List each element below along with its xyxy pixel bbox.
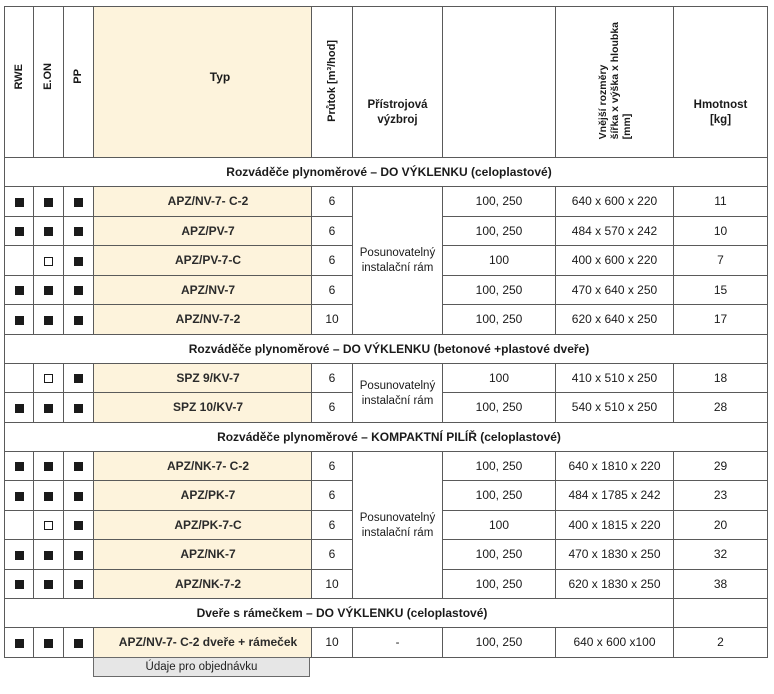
flow-rate: 6 bbox=[312, 246, 353, 276]
connection-values: 100, 250 bbox=[443, 481, 556, 511]
header-pripojka bbox=[443, 7, 556, 158]
flow-rate: 10 bbox=[312, 628, 353, 658]
dimensions: 470 x 640 x 250 bbox=[556, 275, 674, 305]
availability-rwe bbox=[5, 275, 34, 305]
availability-eon bbox=[34, 510, 64, 540]
equipment-text: - bbox=[395, 636, 400, 649]
filled-square-icon bbox=[15, 198, 24, 207]
section-title: Rozváděče plynoměrové – KOMPAKTNÍ PILÍŘ (celoplastové) bbox=[5, 422, 768, 451]
availability-pp bbox=[64, 393, 94, 423]
weight: 38 bbox=[674, 569, 768, 599]
product-table-sheet bbox=[4, 6, 767, 658]
product-type: APZ/NV-7- C-2 bbox=[94, 187, 312, 217]
product-type: APZ/PK-7 bbox=[94, 481, 312, 511]
availability-pp bbox=[64, 540, 94, 570]
connection-values: 100, 250 bbox=[443, 216, 556, 246]
connection-values: 100, 250 bbox=[443, 569, 556, 599]
availability-rwe bbox=[5, 569, 34, 599]
filled-square-icon bbox=[44, 227, 53, 236]
product-type: APZ/NV-7- C-2 dveře + rámeček bbox=[94, 628, 312, 658]
product-type: APZ/NK-7- C-2 bbox=[94, 451, 312, 481]
filled-square-icon bbox=[74, 286, 83, 295]
header-hmotnost: Hmotnost [kg] bbox=[674, 7, 768, 158]
filled-square-icon bbox=[44, 316, 53, 325]
availability-eon bbox=[34, 275, 64, 305]
availability-rwe bbox=[5, 393, 34, 423]
filled-square-icon bbox=[74, 580, 83, 589]
table-row bbox=[5, 187, 768, 217]
empty-square-icon bbox=[44, 521, 53, 530]
availability-eon bbox=[34, 246, 64, 276]
dimensions: 540 x 510 x 250 bbox=[556, 393, 674, 423]
equipment-text: Posunovatelný instalační rám bbox=[359, 247, 436, 275]
weight: 15 bbox=[674, 275, 768, 305]
weight: 23 bbox=[674, 481, 768, 511]
equipment-cell bbox=[353, 451, 443, 599]
dimensions: 620 x 1830 x 250 bbox=[556, 569, 674, 599]
dimensions: 640 x 600 x 220 bbox=[556, 187, 674, 217]
filled-square-icon bbox=[44, 580, 53, 589]
availability-pp bbox=[64, 275, 94, 305]
header-pp: PP bbox=[64, 7, 94, 158]
section-title: Dveře s rámečkem – DO VÝKLENKU (celoplastové) bbox=[5, 599, 674, 628]
dimensions: 484 x 1785 x 242 bbox=[556, 481, 674, 511]
product-type: APZ/NV-7-2 bbox=[94, 305, 312, 335]
table-row bbox=[5, 628, 768, 658]
header-eon: E.ON bbox=[34, 7, 64, 158]
connection-values: 100, 250 bbox=[443, 187, 556, 217]
connection-values: 100, 250 bbox=[443, 451, 556, 481]
dimensions: 410 x 510 x 250 bbox=[556, 363, 674, 393]
filled-square-icon bbox=[15, 580, 24, 589]
section-row bbox=[5, 422, 768, 451]
availability-eon bbox=[34, 628, 64, 658]
section-title: Rozváděče plynoměrové – DO VÝKLENKU (betonové +plastové dveře) bbox=[5, 334, 768, 363]
availability-rwe bbox=[5, 363, 34, 393]
empty-square-icon bbox=[44, 374, 53, 383]
connection-values: 100 bbox=[443, 363, 556, 393]
table-row bbox=[5, 451, 768, 481]
equipment-text: Posunovatelný instalační rám bbox=[359, 379, 436, 407]
flow-rate: 6 bbox=[312, 363, 353, 393]
availability-pp bbox=[64, 246, 94, 276]
availability-pp bbox=[64, 628, 94, 658]
product-type: SPZ 10/KV-7 bbox=[94, 393, 312, 423]
flow-rate: 6 bbox=[312, 275, 353, 305]
section-row bbox=[5, 599, 768, 628]
filled-square-icon bbox=[74, 404, 83, 413]
availability-pp bbox=[64, 363, 94, 393]
availability-eon bbox=[34, 393, 64, 423]
filled-square-icon bbox=[74, 316, 83, 325]
header-prutok: Průtok [m³/hod] bbox=[312, 7, 353, 158]
dimensions: 620 x 640 x 250 bbox=[556, 305, 674, 335]
product-type: APZ/NV-7 bbox=[94, 275, 312, 305]
filled-square-icon bbox=[74, 492, 83, 501]
filled-square-icon bbox=[15, 404, 24, 413]
availability-eon bbox=[34, 187, 64, 217]
filled-square-icon bbox=[44, 639, 53, 648]
header-rozmery: Vnější rozměry šířka x výška x hloubka [mm] bbox=[556, 7, 674, 158]
availability-eon bbox=[34, 216, 64, 246]
order-info-label: Údaje pro objednávku bbox=[93, 657, 310, 677]
availability-eon bbox=[34, 569, 64, 599]
flow-rate: 10 bbox=[312, 305, 353, 335]
product-type: APZ/NK-7 bbox=[94, 540, 312, 570]
connection-values: 100, 250 bbox=[443, 540, 556, 570]
availability-pp bbox=[64, 481, 94, 511]
weight: 11 bbox=[674, 187, 768, 217]
connection-values: 100, 250 bbox=[443, 305, 556, 335]
availability-rwe bbox=[5, 246, 34, 276]
availability-eon bbox=[34, 451, 64, 481]
filled-square-icon bbox=[15, 492, 24, 501]
dimensions: 484 x 570 x 242 bbox=[556, 216, 674, 246]
product-type: APZ/PV-7-C bbox=[94, 246, 312, 276]
filled-square-icon bbox=[74, 462, 83, 471]
availability-rwe bbox=[5, 540, 34, 570]
weight: 29 bbox=[674, 451, 768, 481]
filled-square-icon bbox=[44, 286, 53, 295]
flow-rate: 6 bbox=[312, 393, 353, 423]
flow-rate: 6 bbox=[312, 216, 353, 246]
filled-square-icon bbox=[74, 227, 83, 236]
weight: 32 bbox=[674, 540, 768, 570]
weight: 17 bbox=[674, 305, 768, 335]
filled-square-icon bbox=[74, 551, 83, 560]
connection-values: 100 bbox=[443, 246, 556, 276]
filled-square-icon bbox=[44, 404, 53, 413]
filled-square-icon bbox=[44, 198, 53, 207]
filled-square-icon bbox=[15, 227, 24, 236]
product-table bbox=[4, 6, 768, 658]
section-row bbox=[5, 334, 768, 363]
availability-rwe bbox=[5, 628, 34, 658]
filled-square-icon bbox=[74, 639, 83, 648]
availability-rwe bbox=[5, 510, 34, 540]
connection-values: 100, 250 bbox=[443, 628, 556, 658]
table-row bbox=[5, 363, 768, 393]
availability-rwe bbox=[5, 187, 34, 217]
section-row bbox=[5, 158, 768, 187]
flow-rate: 6 bbox=[312, 481, 353, 511]
weight: 2 bbox=[674, 628, 768, 658]
weight: 10 bbox=[674, 216, 768, 246]
section-title: Rozváděče plynoměrové – DO VÝKLENKU (celoplastové) bbox=[5, 158, 768, 187]
filled-square-icon bbox=[15, 639, 24, 648]
product-type: SPZ 9/KV-7 bbox=[94, 363, 312, 393]
filled-square-icon bbox=[44, 551, 53, 560]
dimensions: 400 x 1815 x 220 bbox=[556, 510, 674, 540]
availability-pp bbox=[64, 305, 94, 335]
product-type: APZ/PK-7-C bbox=[94, 510, 312, 540]
connection-values: 100, 250 bbox=[443, 275, 556, 305]
flow-rate: 6 bbox=[312, 451, 353, 481]
availability-eon bbox=[34, 363, 64, 393]
header-row bbox=[5, 7, 768, 158]
availability-pp bbox=[64, 216, 94, 246]
equipment-text: Posunovatelný instalační rám bbox=[359, 511, 436, 539]
filled-square-icon bbox=[74, 374, 83, 383]
filled-square-icon bbox=[15, 316, 24, 325]
filled-square-icon bbox=[44, 462, 53, 471]
availability-pp bbox=[64, 451, 94, 481]
section-empty-cell bbox=[674, 599, 768, 628]
header-typ: Typ bbox=[94, 7, 312, 158]
dimensions: 400 x 600 x 220 bbox=[556, 246, 674, 276]
weight: 28 bbox=[674, 393, 768, 423]
availability-eon bbox=[34, 305, 64, 335]
equipment-cell bbox=[353, 187, 443, 335]
equipment-cell bbox=[353, 628, 443, 658]
weight: 7 bbox=[674, 246, 768, 276]
availability-pp bbox=[64, 510, 94, 540]
connection-values: 100, 250 bbox=[443, 393, 556, 423]
equipment-cell bbox=[353, 363, 443, 422]
availability-rwe bbox=[5, 305, 34, 335]
filled-square-icon bbox=[74, 198, 83, 207]
flow-rate: 6 bbox=[312, 540, 353, 570]
filled-square-icon bbox=[15, 462, 24, 471]
weight: 18 bbox=[674, 363, 768, 393]
availability-pp bbox=[64, 187, 94, 217]
header-rwe: RWE bbox=[5, 7, 34, 158]
filled-square-icon bbox=[15, 551, 24, 560]
filled-square-icon bbox=[74, 257, 83, 266]
dimensions: 640 x 600 x100 bbox=[556, 628, 674, 658]
availability-pp bbox=[64, 569, 94, 599]
empty-square-icon bbox=[44, 257, 53, 266]
product-type: APZ/NK-7-2 bbox=[94, 569, 312, 599]
weight: 20 bbox=[674, 510, 768, 540]
flow-rate: 6 bbox=[312, 510, 353, 540]
availability-rwe bbox=[5, 481, 34, 511]
flow-rate: 10 bbox=[312, 569, 353, 599]
filled-square-icon bbox=[74, 521, 83, 530]
filled-square-icon bbox=[44, 492, 53, 501]
header-vyzbroj: Přístrojová výzbroj bbox=[353, 7, 443, 158]
availability-eon bbox=[34, 540, 64, 570]
availability-rwe bbox=[5, 216, 34, 246]
connection-values: 100 bbox=[443, 510, 556, 540]
flow-rate: 6 bbox=[312, 187, 353, 217]
availability-rwe bbox=[5, 451, 34, 481]
dimensions: 470 x 1830 x 250 bbox=[556, 540, 674, 570]
filled-square-icon bbox=[15, 286, 24, 295]
product-type: APZ/PV-7 bbox=[94, 216, 312, 246]
dimensions: 640 x 1810 x 220 bbox=[556, 451, 674, 481]
availability-eon bbox=[34, 481, 64, 511]
